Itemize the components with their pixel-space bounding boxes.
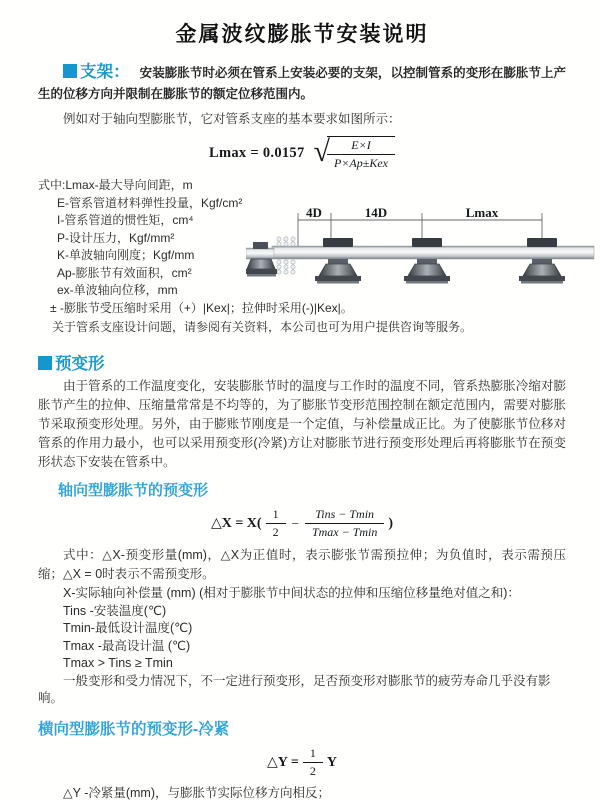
section-bullet-icon <box>38 356 52 370</box>
definition-line: Ap-膨胀节有效面积，cm² <box>57 265 566 283</box>
support-example-line: 例如对于轴向型膨胀节，它对管系支座的基本要求如图所示： <box>38 110 566 129</box>
support-note-line: 关于管系支座设计问题，请参阅有关资料，本公司也可为用户提供咨询等服务。 <box>52 318 566 337</box>
pipe-support-diagram <box>246 206 596 301</box>
predeform-body-paragraph: 由于管系的工作温度变化，安装膨胀节时的温度与工作时的温度不同，管系热膨胀冷缩对膨胀节产生的拉伸、压缩量常常是不均等的，为了膨胀节变形范围控制在额定范围内，需要对膨胀节采取预变形处理。另外，由于膨账节刚度是一个定值，与补偿量成正比。为了使膨胀节位移对管系的作用力最小，也可以采用预变形(冷紧)方让对膨胀节进行预变形处理后再将膨胀节在预变形状态下安装在管系中。 <box>38 377 566 472</box>
axial-line: 一般变形和受力情况下，不一定进行预变形，足否预变形对膨胀节的疲劳寿命几乎没有影响。 <box>38 673 566 708</box>
predeform-section-heading: 预变形 <box>55 355 105 373</box>
pipe-stub <box>246 248 274 259</box>
axial-line: X-实际轴向补偿量 (mm) (相对于膨胀节中间状态的拉伸和压缩位移量绝对值之和)： <box>38 585 566 603</box>
lateral-formula-tail: Y <box>327 755 337 770</box>
temperature-fraction: $\frac{\text{Tins − Tmin}}{Tmax - Tmin}$ <box>305 507 384 540</box>
minus-sign: − <box>290 516 301 531</box>
page-title: 金属波纹膨胀节安装说明 <box>38 18 566 48</box>
definition-line: I-管系管道的惯性矩，cm⁴ <box>57 212 566 230</box>
guide-support <box>404 238 450 284</box>
guide-support <box>315 238 361 284</box>
definitions-and-diagram <box>38 177 566 337</box>
lateral-formula <box>38 746 566 779</box>
lmax-formula-denominator: P×Ap±Kex <box>327 155 395 171</box>
axial-subsection-heading: 轴向型膨胀节的预变形 <box>58 479 566 500</box>
support-intro-text: 安装膨胀节时必须在管系上安装必要的支架，以控制管系的变形在膨胀节上产生的位移方向并限制在膨胀节的额定位移范围内。 <box>38 66 566 101</box>
definition-line: P-设计压力，Kgf/mm² <box>57 230 566 248</box>
predeform-section-header <box>38 350 566 374</box>
guide-support <box>519 238 565 284</box>
half-fraction: $\frac{1}{2}$ <box>303 746 323 779</box>
axial-line: Tmax -最高设计温 (℃) <box>38 638 566 656</box>
definition-line: ± -膨胀节受压缩时采用（+）|Kex|；拉伸时采用(-)|Kex|。 <box>50 300 566 318</box>
definition-line: 式中:Lmax-最大导向间距，m <box>38 177 566 195</box>
axial-formula-lead: △X = X( <box>211 516 262 531</box>
sqrt-symbol: √ <box>314 137 330 167</box>
axial-line: Tmin-最低设计温度(℃) <box>38 620 566 638</box>
half-fraction: $\frac{1}{2}$ <box>266 507 286 540</box>
lmax-formula-lhs: Lmax = 0.0157 <box>209 145 305 161</box>
pipe <box>272 246 594 259</box>
dim-label-4d: 4D <box>306 206 322 220</box>
axial-line: Tmax > Tins ≥ Tmin <box>38 655 566 673</box>
dim-label-lmax: Lmax <box>466 206 499 220</box>
lmax-formula <box>38 136 566 171</box>
definition-line: K-单波轴向刚度；Kgf/mm <box>57 247 566 265</box>
definition-line: ex-单波轴向位移，mm <box>57 282 566 300</box>
axial-formula <box>38 507 566 540</box>
lateral-note-line: △Y -冷紧量(mm)，与膨胀节实际位移方向相反； <box>38 785 566 802</box>
sqrt-content <box>327 136 395 171</box>
definition-line: E-管系管道材料弹性投量，Kgf/cm² <box>57 195 566 213</box>
axial-formula-close: ) <box>388 516 393 531</box>
lmax-formula-numerator: E×I <box>327 138 395 155</box>
support-intro-paragraph <box>38 62 566 105</box>
lateral-formula-lead: △Y = <box>267 755 299 770</box>
support-section-heading: 支架： <box>80 63 130 81</box>
axial-line: Tins -安装温度(℃) <box>38 603 566 621</box>
axial-desc-paragraph: 式中：△X-预变形量(mm)，△X为正值时，表示膨张节需预拉伸；为负值时，表示需预压缩；△X = 0时表示不需预变形。 <box>38 546 566 584</box>
section-bullet-icon <box>63 64 77 78</box>
dim-label-14d: 14D <box>365 206 387 220</box>
lateral-subsection-heading: 横向型膨胀节的预变形-冷紧 <box>38 717 566 739</box>
